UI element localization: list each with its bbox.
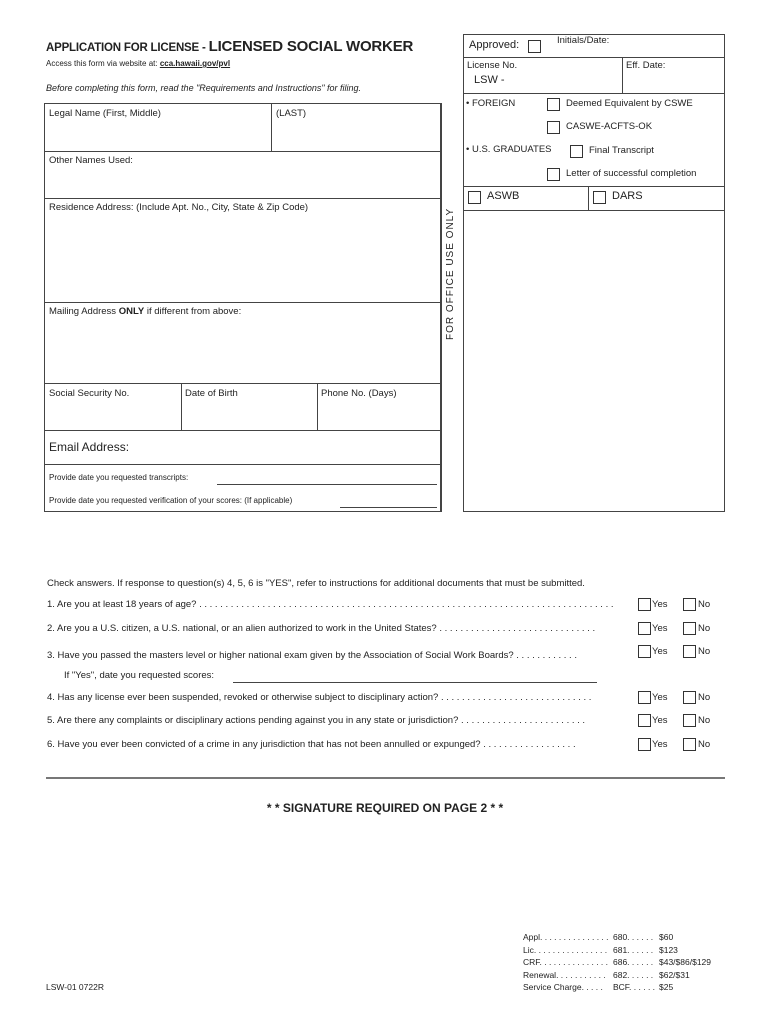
fee-code: 680. . . . . . (613, 932, 654, 942)
q4-yes-checkbox[interactable] (638, 691, 651, 704)
mailing-address-field[interactable] (49, 306, 241, 317)
q1-no-checkbox[interactable] (683, 598, 696, 611)
legal-name-field[interactable]: Legal Name (First, Middle) (49, 108, 161, 119)
fee-label: Renewal. . . . . . . . . . . (523, 969, 606, 980)
access-note (46, 59, 230, 68)
letter-label: Letter of successful completion (566, 168, 697, 179)
q3-followup-line (233, 682, 597, 683)
access-text: Access this form via website at: (46, 59, 160, 68)
q6-yes-checkbox[interactable] (638, 738, 651, 751)
residence-address-field[interactable]: Residence Address: (Include Apt. No., City, State & Zip Code) (49, 202, 309, 213)
transcripts-date-label: Provide date you requested transcripts: (49, 473, 189, 482)
form-number: LSW-01 0722R (46, 982, 104, 992)
lsw-prefix: LSW - (474, 74, 505, 86)
aswb-checkbox[interactable] (468, 191, 481, 204)
q3-followup-label: If "Yes", date you requested scores: (64, 670, 215, 681)
q5-yes-checkbox[interactable] (638, 714, 651, 727)
aswb-label: ASWB (487, 190, 520, 202)
q6-yes-label: Yes (652, 739, 668, 750)
question-4: 4. Has any license ever been suspended, revoked or otherwise subject to disciplinary action? . . . . . . . . . . . . . . . . . . . . . . . . . . . . . (47, 692, 592, 703)
q3-yes-checkbox[interactable] (638, 645, 651, 658)
q4-no-label: No (698, 692, 711, 703)
dars-checkbox[interactable] (593, 191, 606, 204)
question-6: 6. Have you ever been convicted of a crime in any jurisdiction that has not been annulled or expunged? . . . . . . . . . . . . . . . . . . (47, 739, 576, 750)
question-3: 3. Have you passed the masters level or higher national exam given by the Association of Social Work Boards? . . . . . . . . . . . . (47, 650, 577, 661)
phone-field[interactable]: Phone No. (Days) (321, 388, 397, 399)
fee-code: 686. . . . . . (613, 957, 654, 967)
fee-amount: $60 (659, 932, 674, 942)
email-field[interactable]: Email Address: (49, 440, 130, 454)
q1-yes-checkbox[interactable] (638, 598, 651, 611)
questions-instruction: Check answers. If response to question(s) 4, 5, 6 is "YES", refer to instructions for additional documents that must be submitted. (47, 578, 585, 589)
question-5: 5. Are there any complaints or disciplinary actions pending against you in any state or jurisdiction? . . . . . . . . . . . . . . . . . . . . . . . . (47, 715, 586, 726)
fee-label: Lic. . . . . . . . . . . . . . . . (523, 944, 608, 955)
final-transcript-checkbox[interactable] (570, 145, 583, 158)
scores-date-line (340, 507, 437, 508)
q6-no-checkbox[interactable] (683, 738, 696, 751)
question-2: 2. Are you a U.S. citizen, a U.S. national, or an alien authorized to work in the United States? . . . . . . . . . . . . . . . . . . . . . . . . . . . . . . (47, 623, 596, 634)
mailing-only: ONLY (118, 306, 145, 317)
q2-yes-checkbox[interactable] (638, 622, 651, 635)
mailing-prefix: Mailing Address (49, 306, 119, 317)
q4-no-checkbox[interactable] (683, 691, 696, 704)
eff-date-label: Eff. Date: (626, 60, 666, 71)
website-link[interactable]: cca.hawaii.gov/pvl (159, 59, 231, 68)
fee-amount: $43/$86/$129 (659, 957, 711, 967)
transcripts-date-line (217, 484, 437, 485)
license-no-label: License No. (467, 60, 518, 71)
fee-amounts (659, 931, 711, 994)
q2-yes-label: Yes (652, 623, 668, 634)
title-main: LICENSED SOCIAL WORKER (208, 38, 414, 55)
ssn-field[interactable]: Social Security No. (49, 388, 130, 399)
final-transcript-label: Final Transcript (589, 145, 654, 156)
letter-checkbox[interactable] (547, 168, 560, 181)
fee-label: Service Charge. . . . . (523, 982, 603, 992)
q5-yes-label: Yes (652, 715, 668, 726)
q2-no-label: No (698, 623, 711, 634)
question-1: 1. Are you at least 18 years of age? . . . . . . . . . . . . . . . . . . . . . . . . . . . . . . . . . . . . . . . . . . . . . . . . . . . . . . . . . . . . . . . . . . . . . . . . . . . . . . . (47, 599, 614, 610)
q5-no-label: No (698, 715, 711, 726)
foreign-label: • FOREIGN (466, 98, 516, 109)
section-divider (46, 777, 725, 779)
fee-code: 681. . . . . . (613, 944, 654, 955)
form-title (46, 38, 413, 55)
q1-yes-label: Yes (652, 599, 668, 610)
q1-no-label: No (698, 599, 711, 610)
scores-date-label: Provide date you requested verification of your scores: (If applicable) (49, 496, 293, 505)
fee-code: 682. . . . . . (613, 969, 654, 980)
q2-no-checkbox[interactable] (683, 622, 696, 635)
q3-no-checkbox[interactable] (683, 645, 696, 658)
fee-labels (523, 931, 609, 994)
office-use-label: FOR OFFICE USE ONLY (445, 207, 456, 340)
other-names-field[interactable]: Other Names Used: (49, 155, 133, 166)
fee-label: CRF. . . . . . . . . . . . . . . (523, 957, 609, 967)
last-name-field[interactable]: (LAST) (276, 108, 307, 119)
approved-label: Approved: (469, 39, 520, 51)
fee-amount: $25 (659, 982, 674, 992)
q3-yes-label: Yes (652, 646, 668, 657)
signature-notice: * * SIGNATURE REQUIRED ON PAGE 2 * * (266, 801, 504, 815)
dars-label: DARS (612, 190, 643, 202)
q3-no-label: No (698, 646, 711, 657)
fee-label: Appl. . . . . . . . . . . . . . . (523, 932, 609, 942)
before-note: Before completing this form, read the "Requirements and Instructions" for filing. (46, 83, 362, 93)
initials-date-label: Initials/Date: (557, 35, 610, 46)
q6-no-label: No (698, 739, 711, 750)
fee-code: BCF. . . . . . (613, 982, 656, 992)
q5-no-checkbox[interactable] (683, 714, 696, 727)
dob-field[interactable]: Date of Birth (185, 388, 238, 399)
fee-amount: $62/$31 (659, 969, 690, 980)
deemed-label: Deemed Equivalent by CSWE (566, 98, 693, 109)
fee-codes (613, 931, 655, 994)
caswe-checkbox[interactable] (547, 121, 560, 134)
title-prefix: APPLICATION FOR LICENSE - (46, 42, 209, 54)
us-grads-label: • U.S. GRADUATES (466, 144, 552, 155)
caswe-label: CASWE-ACFTS-OK (566, 121, 653, 132)
q4-yes-label: Yes (652, 692, 668, 703)
approved-checkbox[interactable] (528, 40, 541, 53)
fee-amount: $123 (659, 944, 678, 955)
deemed-checkbox[interactable] (547, 98, 560, 111)
mailing-suffix: if different from above: (144, 306, 242, 317)
